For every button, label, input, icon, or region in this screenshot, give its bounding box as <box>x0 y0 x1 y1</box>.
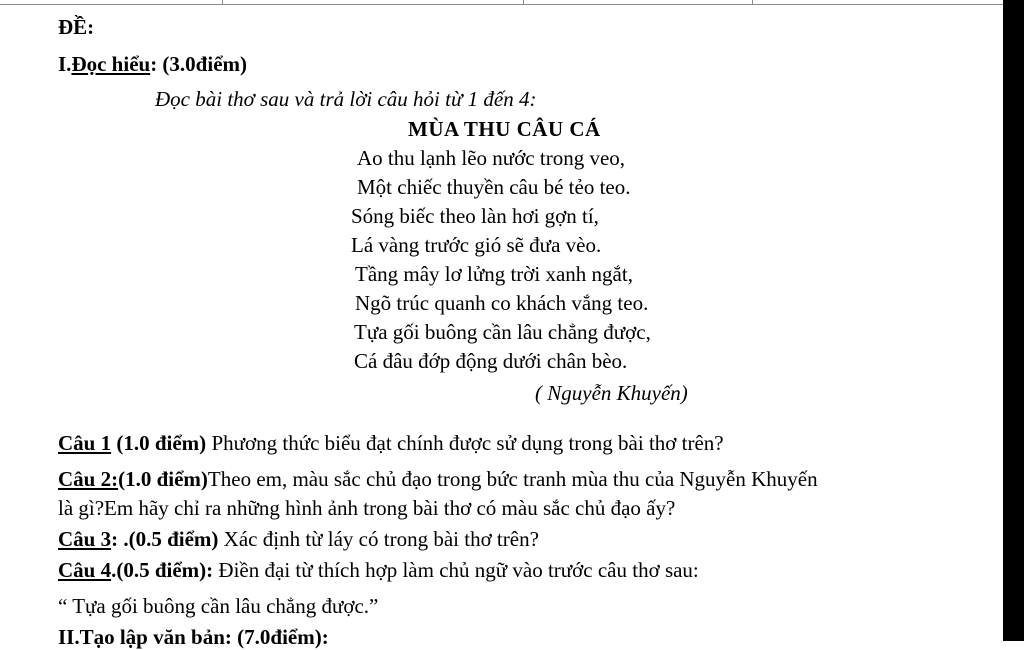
question-label: Câu 3 <box>58 527 112 551</box>
question-3 <box>58 526 539 552</box>
question-text: Xác định từ láy có trong bài thơ trên? <box>218 527 539 551</box>
poem-line: Lá vàng trước gió sẽ đưa vèo. <box>351 233 602 257</box>
poem-line: Ngõ trúc quanh co khách vắng teo. <box>355 291 649 315</box>
section-1-score: : (3.0điểm) <box>150 52 247 76</box>
question-text: Phương thức biểu đạt chính được sử dụng trong bài thơ trên? <box>206 431 724 455</box>
question-score: (1.0 điểm) <box>111 431 207 455</box>
poem-line: Sóng biếc theo làn hơi gợn tí, <box>351 204 599 228</box>
poem-line: Ao thu lạnh lẽo nước trong veo, <box>357 146 626 170</box>
poem-title: MÙA THU CÂU CÁ <box>408 117 601 141</box>
question-score: : .(0.5 điểm) <box>111 527 219 551</box>
poem-line: Cá đâu đớp động dưới chân bèo. <box>354 349 628 373</box>
section-1-prefix: I. <box>58 52 72 76</box>
poem-line: Tựa gối buông cần lâu chẳng được, <box>354 320 651 344</box>
document-heading: ĐỀ: <box>58 15 95 39</box>
question-2 <box>58 466 818 492</box>
question-label: Câu 2: <box>58 467 119 491</box>
question-4 <box>58 557 699 583</box>
question-label: Câu 4 <box>58 558 112 582</box>
question-text: Điền đại từ thích hợp làm chủ ngữ vào trước câu thơ sau: <box>213 558 699 582</box>
question-score: .(0.5 điểm): <box>111 558 214 582</box>
table-column-divider <box>752 0 753 5</box>
poem-line: Một chiếc thuyền câu bé tẻo teo. <box>357 175 631 199</box>
instruction-text: Đọc bài thơ sau và trả lời câu hỏi từ 1 đến 4: <box>155 87 537 111</box>
poem-author: ( Nguyễn Khuyến) <box>535 381 688 405</box>
section-1-name: Đọc hiểu <box>71 52 151 76</box>
quoted-verse: “ Tựa gối buông cần lâu chẳng được.” <box>58 594 379 618</box>
table-top-border <box>0 4 1003 5</box>
table-column-divider <box>222 0 223 5</box>
table-column-divider <box>523 0 524 5</box>
question-2-continuation: là gì?Em hãy chỉ ra những hình ảnh trong bài thơ có màu sắc chủ đạo ấy? <box>58 496 676 520</box>
right-edge-strip <box>1003 0 1024 641</box>
question-label: Câu 1 <box>58 431 112 455</box>
question-1 <box>58 430 724 456</box>
question-score: (1.0 điểm) <box>118 467 208 491</box>
section-1-title <box>58 51 247 77</box>
question-text: Theo em, màu sắc chủ đạo trong bức tranh mùa thu của Nguyễn Khuyến <box>207 467 818 491</box>
poem-line: Tầng mây lơ lửng trời xanh ngắt, <box>355 262 633 286</box>
section-2-title: II.Tạo lập văn bản: (7.0điểm): <box>58 625 329 649</box>
